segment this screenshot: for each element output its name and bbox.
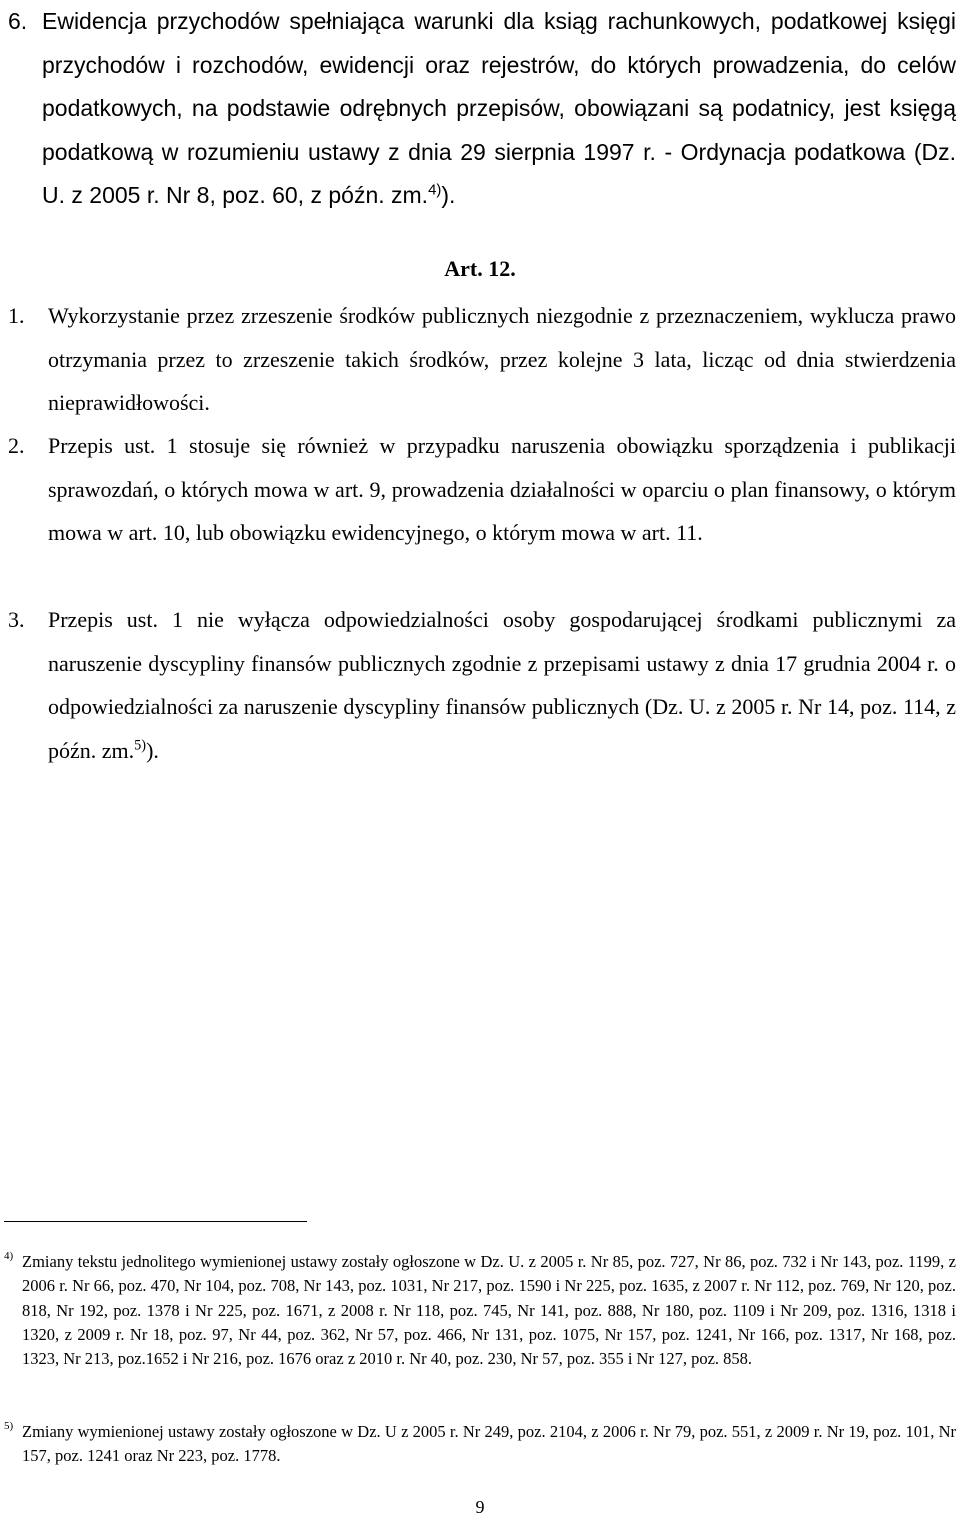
- paragraph-1-number: 1.: [8, 303, 25, 328]
- page-number: 9: [475, 1497, 485, 1517]
- section-6: [8, 0, 956, 218]
- section-6-text: Ewidencja przychodów spełniająca warunki dla ksiąg rachunkowych, podatkowej księgi przychodów i rozchodów, ewidencji oraz rejestrów, do których prowadzenia, do celów podatkowych, na podstawie odrębnych przepisów, obowiązani są podatnicy, jest księgą podatkową w rozumieniu ustawy z dnia 29 sierpnia 1997 r. - Ordynacja podatkowa (Dz. U. z 2005 r. Nr 8, poz. 60, z późn. zm.: [42, 8, 956, 208]
- paragraph-2-text: Przepis ust. 1 stosuje się również w przypadku naruszenia obowiązku sporządzenia i publikacji sprawozdań, o których mowa w art. 9, prowadzenia działalności w oparciu o plan finansowy, o którym mowa w art. 10, lub obowiązku ewidencyjnego, o którym mowa w art. 11.: [48, 433, 956, 545]
- section-6-number: 6.: [8, 8, 28, 34]
- paragraph-3-text: Przepis ust. 1 nie wyłącza odpowiedzialności osoby gospodarującej środkami publicznymi za naruszenie dyscypliny finansów publicznych zgodnie z przepisami ustawy z dnia 17 grudnia 2004 r. o odpowiedzialności za naruszenie dyscypliny finansów publicznych (Dz. U. z 2005 r. Nr 14, poz. 114, z późn. zm.: [48, 607, 956, 763]
- article-paragraph-1: [8, 294, 956, 425]
- footnote-5-mark: 5): [4, 1420, 14, 1432]
- article-paragraph-2: [8, 424, 956, 555]
- paragraph-1-text: Wykorzystanie przez zrzeszenie środków publicznych niezgodnie z przeznaczeniem, wyklucza prawo otrzymania przez to zrzeszenie takich środków, przez kolejne 3 lata, licząc od dnia stwierdzenia nieprawidłowości.: [48, 303, 956, 415]
- paragraph-2-number: 2.: [8, 433, 25, 458]
- footnote-4-text: Zmiany tekstu jednolitego wymienionej ustawy zostały ogłoszone w Dz. U. z 2005 r. Nr 85, poz. 727, Nr 86, poz. 732 i Nr 143, poz. 1199, z 2006 r. Nr 66, poz. 470, Nr 104, poz. 708, Nr 143, poz. 1031, Nr 217, poz. 1590 i Nr 225, poz. 1635, z 2007 r. Nr 112, poz. 769, Nr 120, poz. 818, Nr 192, poz. 1378 i Nr 225, poz. 1671, z 2008 r. Nr 118, poz. 745, Nr 141, poz. 888, Nr 180, poz. 1109 i Nr 209, poz. 1316, 1318 i 1320, z 2009 r. Nr 18, poz. 97, Nr 44, poz. 362, Nr 57, poz. 466, Nr 131, poz. 1075, Nr 157, poz. 1241, Nr 166, poz. 1317, Nr 168, poz. 1323, Nr 213, poz.1652 i Nr 216, poz. 1676 oraz z 2010 r. Nr 40, poz. 230, Nr 57, poz. 355 i Nr 127, poz. 858.: [22, 1252, 956, 1369]
- paragraph-3-tail: ).: [146, 737, 159, 763]
- article-paragraph-3: [8, 598, 956, 772]
- footnote-5: [4, 1420, 956, 1469]
- article-heading: Art. 12.: [444, 256, 516, 281]
- section-6-text-block: [8, 0, 956, 218]
- footnote-separator: [4, 1221, 307, 1222]
- section-6-tail: ).: [441, 182, 456, 208]
- footnote-4: [4, 1250, 956, 1371]
- footnote-4-mark: 4): [4, 1250, 14, 1262]
- paragraph-3-number: 3.: [8, 607, 25, 632]
- footnote-ref-4: 4): [428, 181, 442, 199]
- footnote-ref-5: 5): [134, 737, 147, 754]
- footnote-5-text: Zmiany wymienionej ustawy zostały ogłoszone w Dz. U z 2005 r. Nr 249, poz. 2104, z 2006 r. Nr 79, poz. 551, z 2009 r. Nr 19, poz. 101, Nr 157, poz. 1241 oraz Nr 223, poz. 1778.: [22, 1422, 956, 1466]
